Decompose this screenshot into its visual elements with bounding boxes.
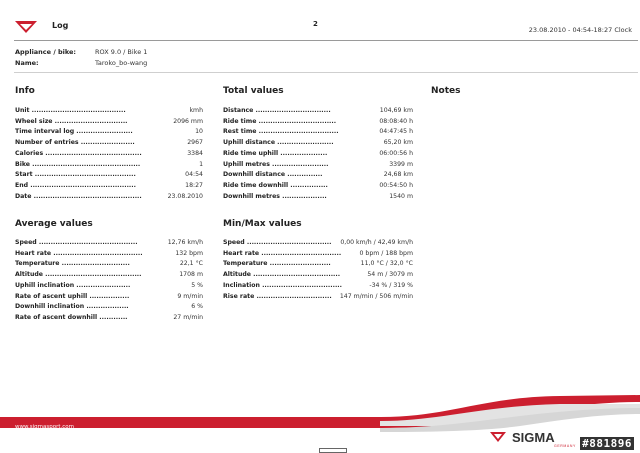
average-row-label: Temperature ............................. [15, 260, 130, 268]
meta-divider [14, 72, 638, 73]
total-row [223, 149, 413, 160]
average-row-value: 6 % [191, 303, 203, 311]
total-row-value: 104,69 km [379, 107, 413, 114]
average-row [15, 292, 203, 303]
info-heading: Info [15, 86, 35, 96]
average-row [15, 313, 203, 324]
info-row-value: 04:54 [185, 171, 203, 179]
total-row-label: Ride time ................................. [223, 117, 337, 125]
minmax-row [223, 292, 413, 303]
info-row-label: Unit ........................................ [15, 107, 126, 114]
average-row-label: Uphill inclination ....................... [15, 281, 131, 289]
minmax-row [223, 259, 413, 270]
minmax-row-value: 54 m / 3079 m [367, 271, 413, 279]
total-row [223, 127, 413, 138]
info-row [15, 127, 203, 138]
info-row-label: Calories ......................................... [15, 149, 142, 157]
notes-heading: Notes [431, 86, 461, 96]
average-row-label: Downhill inclination .................. [15, 303, 129, 311]
total-row [223, 117, 413, 128]
minmax-row-value: 11,0 °C / 32,0 °C [360, 260, 413, 268]
total-row-value: 04:47:45 h [379, 128, 413, 136]
total-row-label: Ride time uphill .................... [223, 149, 328, 157]
info-row [15, 181, 203, 192]
minmax-row-label: Heart rate .................................. [223, 249, 342, 257]
average-row-label: Heart rate ...................................... [15, 249, 143, 257]
minmax-row [223, 249, 413, 260]
minmax-row-label: Rise rate ................................ [223, 292, 332, 300]
name-value: Taroko_bo-wang [95, 59, 148, 67]
total-row-label: Uphill metres ........................ [223, 160, 329, 168]
total-values-heading: Total values [223, 86, 284, 96]
average-row-value: 132 bpm [175, 249, 203, 257]
average-row-label: Rate of ascent downhill ............ [15, 313, 128, 321]
info-row-label: Date .............................................. [15, 192, 142, 200]
minmax-row-label: Temperature .......................... [223, 260, 331, 268]
average-row [15, 259, 203, 270]
sigma-triangle-icon [14, 19, 38, 35]
info-row-value: 23.08.2010 [167, 192, 203, 200]
info-row-label: Time interval log ........................ [15, 128, 133, 136]
info-row-value: 2967 [187, 139, 203, 147]
average-row-value: 5 % [191, 281, 203, 289]
info-row-label: Number of entries ....................... [15, 139, 135, 147]
info-row-value: kmh [189, 107, 203, 114]
total-row-label: Distance ................................ [223, 107, 331, 114]
info-row [15, 170, 203, 181]
info-row [15, 160, 203, 171]
info-row-label: Start ........................................... [15, 171, 136, 179]
average-row [15, 249, 203, 260]
total-row-value: 24,68 km [383, 171, 413, 179]
page-number: 2 [313, 20, 318, 28]
average-values-heading: Average values [15, 219, 93, 229]
info-row-value: 3384 [187, 149, 203, 157]
total-row-label: Downhill metres ................... [223, 192, 327, 200]
total-row-value: 08:08:40 h [379, 117, 413, 125]
minmax-row [223, 238, 413, 249]
watermark-id: #881896 [582, 437, 632, 450]
sigma-wordmark: SIGMA [512, 430, 555, 445]
minmax-row-value: -34 % / 319 % [369, 281, 413, 289]
average-row-value: 22,1 °C [179, 260, 203, 268]
page-title: Log [52, 21, 69, 30]
average-row-label: Rate of ascent uphill ................. [15, 292, 130, 300]
minmax-row-value: 0 bpm / 188 bpm [359, 249, 413, 257]
total-row [223, 192, 413, 203]
total-row-label: Downhill distance ............... [223, 171, 323, 179]
minmax-row-value: 147 m/min / 506 m/min [339, 292, 413, 300]
average-row-value: 27 m/min [173, 313, 203, 321]
info-row-label: Wheel size ............................... [15, 117, 128, 125]
total-row [223, 170, 413, 181]
minmax-row-label: Speed .................................... [223, 239, 332, 246]
total-row-label: Ride time downhill ................ [223, 181, 328, 189]
total-row [223, 106, 413, 117]
info-row [15, 138, 203, 149]
total-row [223, 160, 413, 171]
total-row [223, 138, 413, 149]
average-row-value: 12,76 km/h [167, 239, 203, 246]
info-row [15, 149, 203, 160]
total-row-value: 3399 m [389, 160, 413, 168]
header-divider [14, 40, 638, 41]
website-link[interactable]: www.sigmasport.com [15, 424, 74, 430]
total-row-label: Rest time .................................. [223, 128, 339, 136]
minmax-row-value: 0,00 km/h / 42,49 km/h [340, 239, 413, 246]
minmax-row-label: Inclination .................................. [223, 281, 343, 289]
info-row-value: 1 [199, 160, 203, 168]
minmax-row-label: Altitude ..................................... [223, 271, 341, 279]
average-row-label: Altitude ......................................... [15, 271, 142, 279]
average-row [15, 270, 203, 281]
appliance-label: Appliance / bike: [15, 48, 77, 56]
info-row [15, 192, 203, 203]
average-row [15, 302, 203, 313]
total-row-value: 65,20 km [383, 139, 413, 147]
appliance-value: ROX 9.0 / Bike 1 [95, 48, 148, 56]
minmax-row [223, 281, 413, 292]
sigma-germany-label: GERMANY [554, 444, 576, 448]
page-thumbnail-icon [319, 448, 347, 453]
average-row-value: 1708 m [179, 271, 203, 279]
total-row-value: 00:54:50 h [379, 181, 413, 189]
info-row-label: Bike .............................................. [15, 160, 141, 168]
name-label: Name: [15, 59, 39, 67]
average-row [15, 281, 203, 292]
date-range: 23.08.2010 - 04:54-18:27 Clock [528, 26, 632, 34]
total-row [223, 181, 413, 192]
info-row-value: 2096 mm [173, 117, 203, 125]
info-row [15, 106, 203, 117]
info-row-value: 18:27 [185, 181, 203, 189]
total-row-label: Uphill distance ........................ [223, 139, 334, 147]
minmax-row [223, 270, 413, 281]
minmax-values-heading: Min/Max values [223, 219, 302, 229]
average-row-label: Speed .......................................... [15, 239, 138, 246]
info-row [15, 117, 203, 128]
total-row-value: 06:00:56 h [379, 149, 413, 157]
average-row-value: 9 m/min [177, 292, 203, 300]
info-row-value: 10 [195, 128, 203, 136]
total-row-value: 1540 m [389, 192, 413, 200]
info-row-label: End ............................................. [15, 181, 136, 189]
average-row [15, 238, 203, 249]
